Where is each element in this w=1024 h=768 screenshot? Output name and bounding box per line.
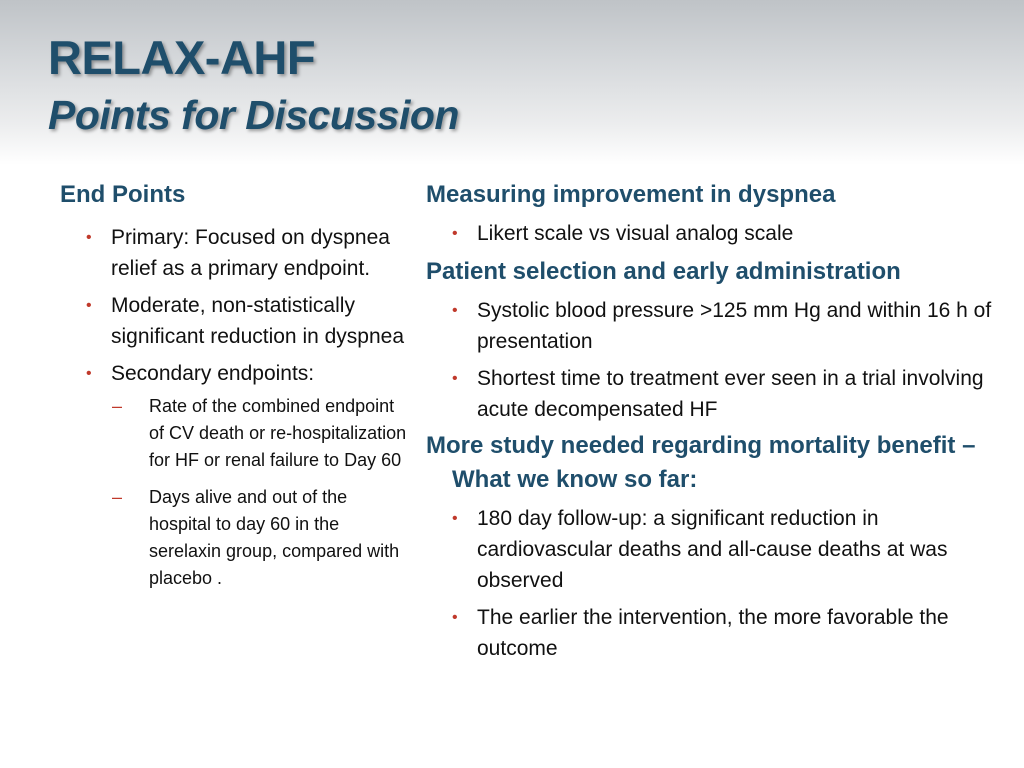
bullet-icon: • [86,365,92,382]
section-heading: Measuring improvement in dyspnea [426,181,836,208]
secondary-endpoints-list [60,393,410,592]
dash-icon: – [112,396,123,416]
list-item [60,290,410,352]
list-item [426,218,996,249]
right-column [426,178,996,664]
list-item [426,602,996,664]
mortality-section [426,429,996,664]
bullet-text: Shortest time to treatment ever seen in a trial involving acute decompensated HF [477,367,984,421]
bullet-icon: • [86,229,92,246]
patient-selection-section [426,255,996,425]
bullet-icon: • [452,370,458,387]
list-item [426,503,996,596]
bullet-text: The earlier the intervention, the more favorable the outcome [477,606,949,660]
bullet-text: Moderate, non-statistically significant reduction in dyspnea [111,294,405,348]
bullet-icon: • [452,609,458,626]
bullet-text: Likert scale vs visual analog scale [477,222,794,245]
bullet-icon: • [452,510,458,527]
slide-subtitle: Points for Discussion [48,92,459,138]
sub-bullet-text: Rate of the combined endpoint of CV death or re-hospitalization for HF or renal failure to Day 60 [149,396,407,470]
section-list [426,295,996,425]
list-item [60,358,410,389]
section-heading: Patient selection and early administration [426,258,901,285]
slide-title: RELAX-AHF [48,31,316,84]
bullet-text: Secondary endpoints: [111,362,315,385]
bullet-icon: • [86,297,92,314]
section-list [426,218,996,249]
sub-list-item [60,484,410,592]
dyspnea-section [426,178,996,249]
section-list [426,503,996,664]
sub-list-item [60,393,410,474]
list-item [60,222,410,284]
bullet-text: Primary: Focused on dyspnea relief as a primary endpoint. [111,226,390,280]
bullet-icon: • [452,302,458,319]
sub-bullet-text: Days alive and out of the hospital to day 60 in the serelaxin group, compared with placebo . [149,487,400,588]
bullet-text: 180 day follow-up: a significant reduction in cardiovascular deaths and all-cause deaths at was observed [477,507,948,592]
bullet-text: Systolic blood pressure >125 mm Hg and within 16 h of presentation [477,299,992,353]
end-points-heading: End Points [60,181,186,208]
list-item [426,363,996,425]
left-column [60,178,410,592]
list-item [426,295,996,357]
bullet-icon: • [452,225,458,242]
section-heading: More study needed regarding mortality benefit – What we know so far: [426,432,976,493]
end-points-list [60,222,410,389]
dash-icon: – [112,487,123,507]
